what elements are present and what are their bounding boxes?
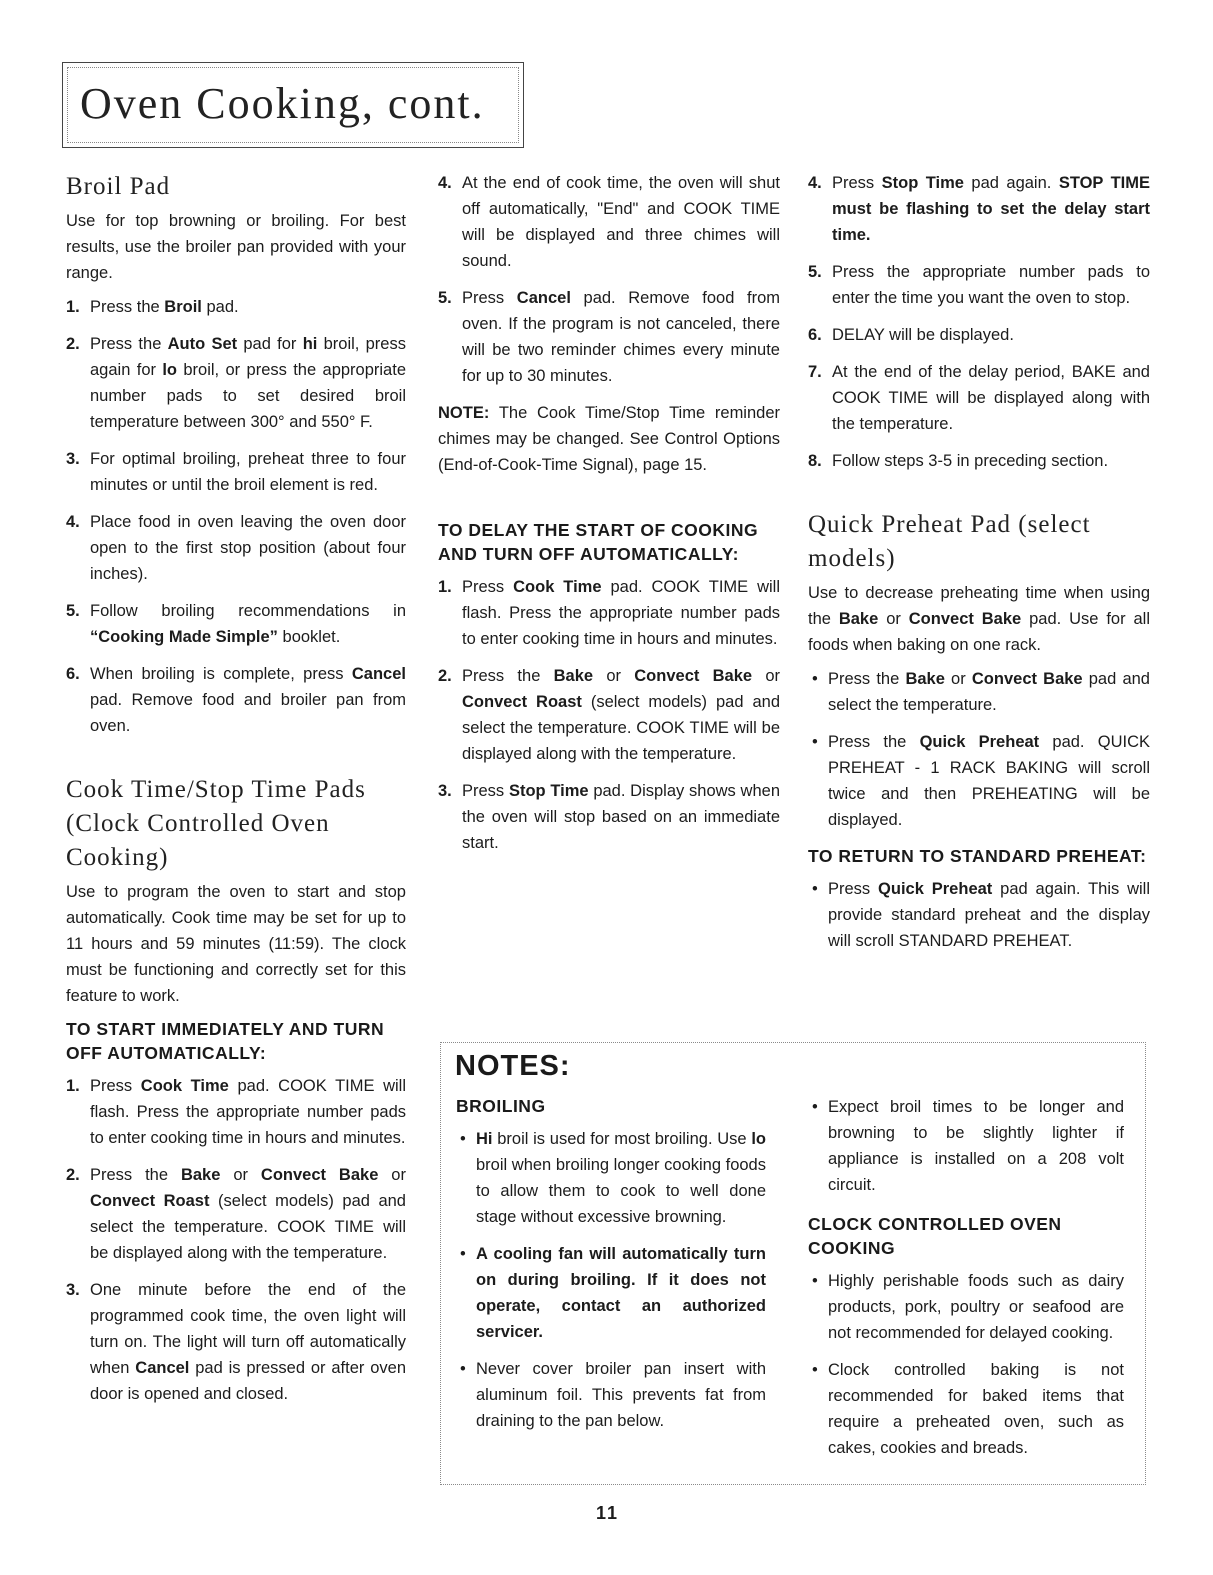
step-item — [808, 448, 1150, 474]
body-text: Press the — [90, 298, 165, 316]
bold-text: Convect Bake — [260, 1166, 379, 1184]
bold-text: A cooling fan will automatically turn on during broiling. If it does not operate, contact an authorized servicer. — [476, 1245, 766, 1341]
step-number: 5. — [66, 602, 80, 620]
body-text: pad. Display shows when the oven will stop based on an immediate start. — [462, 782, 780, 852]
step-item — [66, 1073, 406, 1151]
step-number: 3. — [66, 1281, 80, 1299]
step-number: 2. — [438, 667, 452, 685]
step-item — [66, 446, 406, 498]
notes-title: NOTES: — [455, 1050, 571, 1082]
return-standard-bullets — [808, 876, 1150, 954]
delay-start-steps — [438, 574, 780, 856]
step-item — [808, 359, 1150, 437]
bold-text: Bake — [905, 670, 945, 688]
body-text: Press the — [828, 733, 920, 751]
body-text: pad. Remove food and broiler pan from oven. — [90, 691, 406, 735]
bold-text: Quick Preheat — [878, 880, 993, 898]
return-standard-heading: TO RETURN TO STANDARD PREHEAT: — [808, 846, 1147, 866]
body-text: or — [944, 670, 972, 688]
bold-text: Cook Time — [513, 578, 602, 596]
bold-text: “Cooking Made Simple” — [90, 628, 278, 646]
body-text: pad again. This will provide standard preheat and the display will scroll STANDARD PREHEAT. — [828, 880, 1151, 950]
step-number: 1. — [66, 298, 80, 316]
bold-text: Cancel — [516, 289, 571, 307]
body-text: Never cover broiler pan insert with aluminum foil. This prevents fat from draining to the pan below. — [476, 1360, 766, 1430]
body-text: Press the — [90, 335, 168, 353]
quick-preheat-heading: Quick Preheat Pad (select models) — [808, 511, 1091, 572]
body-text: Highly perishable foods such as dairy products, pork, poultry or seafood are not recommended for delayed cooking. — [828, 1272, 1124, 1342]
body-text: (select models) pad and select the temperature. COOK TIME will be displayed along with the temperature. — [90, 1192, 406, 1262]
page-title: Oven Cooking, cont. — [80, 79, 485, 128]
quick-preheat-intro — [808, 580, 1150, 658]
body-text: Press the appropriate number pads to enter the time you want the oven to stop. — [832, 263, 1150, 307]
bold-text: Convect Roast — [90, 1192, 210, 1210]
body-text: One minute before the end of the programmed cook time, the oven light will turn on. The light will turn off automatically when — [90, 1281, 406, 1377]
body-text: pad. QUICK PREHEAT - 1 RACK BAKING will scroll twice and then PREHEATING will be displayed. — [828, 733, 1150, 829]
cook-time-heading: Cook Time/Stop Time Pads (Clock Controlled Oven Cooking) — [66, 776, 366, 871]
step-number: 6. — [66, 665, 80, 683]
body-text: pad and select the temperature. — [828, 670, 1150, 714]
bullet-icon: • — [812, 880, 818, 898]
step-item — [66, 331, 406, 435]
body-text: or — [220, 1166, 261, 1184]
bullet-icon: • — [812, 1361, 818, 1379]
bold-text: Cancel — [135, 1359, 190, 1377]
body-text: Press — [832, 174, 882, 192]
body-text: broil is used for most broiling. Use — [492, 1130, 752, 1148]
step-item — [66, 661, 406, 739]
bullet-item — [808, 729, 1150, 833]
bold-text: Convect Bake — [634, 667, 753, 685]
body-text: or — [752, 667, 780, 685]
body-text: Press — [90, 1077, 141, 1095]
step-item — [438, 170, 780, 274]
body-text: pad. COOK TIME will flash. Press the appropriate number pads to enter cooking time in hours and minutes. — [90, 1077, 407, 1147]
delay-start-steps-continued — [808, 170, 1150, 474]
body-text: DELAY will be displayed. — [832, 326, 1014, 344]
step-item — [66, 1162, 406, 1266]
bold-text: Broil — [164, 298, 202, 316]
column-3 — [808, 170, 1150, 965]
body-text: pad again. — [963, 174, 1059, 192]
body-text: Clock controlled baking is not recommended for baked items that require a preheated oven, such as cakes, cookies and breads. — [828, 1361, 1124, 1457]
bullet-icon: • — [460, 1245, 466, 1263]
bold-text: Stop Time — [881, 174, 964, 192]
start-immediately-heading: TO START IMMEDIATELY AND TURN OFF AUTOMATICALLY: — [66, 1019, 385, 1063]
bullet-icon: • — [460, 1130, 466, 1148]
step-number: 2. — [66, 1166, 80, 1184]
body-text: Press — [828, 880, 879, 898]
body-text: pad. Use for all foods when baking on one rack. — [808, 610, 1150, 654]
step-number: 1. — [66, 1077, 80, 1095]
cook-time-steps-continued — [438, 170, 780, 389]
notes-clock-heading: CLOCK CONTROLLED OVEN COOKING — [808, 1214, 1062, 1258]
body-text: Press the — [828, 670, 906, 688]
step-item — [438, 778, 780, 856]
delay-start-heading: TO DELAY THE START OF COOKING AND TURN OFF AUTOMATICALLY: — [438, 520, 759, 564]
bold-text: Auto Set — [167, 335, 238, 353]
bullet-icon: • — [812, 1272, 818, 1290]
bullet-item — [808, 1094, 1124, 1198]
body-text: pad for — [237, 335, 303, 353]
body-text: pad. Remove food from oven. If the program is not canceled, there will be two reminder chimes every minute for up to 30 minutes. — [462, 289, 780, 385]
cook-time-intro: Use to program the oven to start and stop automatically. Cook time may be set for up to 11 hours and 59 minutes (11:59). The clock must be functioning and correctly set for this feature to work. — [66, 883, 406, 1005]
step-item — [66, 509, 406, 587]
step-item — [66, 1277, 406, 1407]
step-number: 5. — [438, 289, 452, 307]
step-number: 1. — [438, 578, 452, 596]
bullet-item — [456, 1356, 766, 1434]
body-text: Press the — [462, 667, 554, 685]
bold-text: Bake — [838, 610, 879, 628]
step-number: 6. — [808, 326, 822, 344]
body-text: or — [593, 667, 635, 685]
body-text: Press — [462, 289, 517, 307]
bold-text: Convect Bake — [971, 670, 1083, 688]
notes-broiling — [456, 1094, 766, 1445]
quick-preheat-bullets — [808, 666, 1150, 833]
bullet-icon: • — [812, 670, 818, 688]
bold-text: Quick Preheat — [919, 733, 1040, 751]
bold-text: Stop Time — [508, 782, 589, 800]
notes-broiling-bullets — [456, 1126, 766, 1434]
body-text: Follow steps 3-5 in preceding section. — [832, 452, 1109, 470]
bold-text: Convect Roast — [462, 693, 582, 711]
broil-steps — [66, 294, 406, 739]
body-text: broil, or press the appropriate number pads to set desired broil temperature between 300° and 550° F. — [90, 361, 406, 431]
page-number: 11 — [596, 1503, 620, 1523]
broil-intro: Use for top browning or broiling. For best results, use the broiler pan provided with your range. — [66, 212, 406, 282]
step-number: 7. — [808, 363, 822, 381]
bold-text: Cook Time — [140, 1077, 229, 1095]
body-text: Follow broiling recommendations in — [90, 602, 406, 620]
step-number: 3. — [438, 782, 452, 800]
bold-text: hi — [302, 335, 318, 353]
bold-text: Bake — [180, 1166, 221, 1184]
broil-pad-heading: Broil Pad — [66, 173, 171, 200]
note-paragraph — [438, 400, 780, 478]
step-item — [808, 259, 1150, 311]
body-text: or — [878, 610, 909, 628]
bullet-icon: • — [812, 733, 818, 751]
body-text: Place food in oven leaving the oven door open to the first stop position (about four inches). — [90, 513, 406, 583]
body-text: or — [378, 1166, 406, 1184]
bullet-item — [456, 1241, 766, 1345]
column-2 — [438, 170, 780, 867]
step-number: 3. — [66, 450, 80, 468]
bold-text: STOP TIME must be flashing to set the delay start time. — [832, 174, 1151, 244]
notes-clock — [808, 1094, 1124, 1472]
body-text: Use to decrease preheating time when using the — [808, 584, 1150, 628]
step-item — [808, 322, 1150, 348]
step-number: 5. — [808, 263, 822, 281]
step-number: 2. — [66, 335, 80, 353]
body-text: Press the — [90, 1166, 181, 1184]
notes-broil-time-bullets — [808, 1094, 1124, 1198]
notes-clock-bullets — [808, 1268, 1124, 1461]
bullet-item — [808, 876, 1150, 954]
step-number: 8. — [808, 452, 822, 470]
note-text: The Cook Time/Stop Time reminder chimes may be changed. See Control Options (End-of-Cook-Time Signal), page 15. — [438, 404, 780, 474]
bold-text: Cancel — [351, 665, 406, 683]
step-item — [438, 574, 780, 652]
bold-text: lo — [162, 361, 178, 379]
step-number: 4. — [438, 174, 452, 192]
body-text: Press — [462, 782, 509, 800]
body-text: broil, press again for — [90, 335, 406, 379]
column-1 — [66, 170, 406, 1418]
note-label: NOTE: — [438, 404, 490, 422]
bold-text: Convect Bake — [908, 610, 1022, 628]
step-item — [438, 285, 780, 389]
body-text: pad. COOK TIME will flash. Press the appropriate number pads to enter cooking time in hours and minutes. — [462, 578, 781, 648]
bullet-icon: • — [812, 1098, 818, 1116]
step-number: 4. — [66, 513, 80, 531]
bold-text: Hi — [476, 1130, 493, 1148]
body-text: Press — [462, 578, 514, 596]
body-text: pad. — [201, 298, 239, 316]
body-text: At the end of cook time, the oven will shut off automatically, "End" and COOK TIME will be displayed and three chimes will sound. — [462, 174, 780, 270]
notes-broiling-heading: BROILING — [456, 1096, 546, 1116]
body-text: pad is pressed or after oven door is opened and closed. — [90, 1359, 406, 1403]
body-text: broil when broiling longer cooking foods to allow them to cook to well done stage without excessive browning. — [476, 1156, 766, 1226]
step-item — [66, 598, 406, 650]
bullet-item — [808, 1268, 1124, 1346]
bold-text: lo — [751, 1130, 766, 1148]
start-immediately-steps — [66, 1073, 406, 1407]
bullet-item — [808, 1357, 1124, 1461]
bullet-icon: • — [460, 1360, 466, 1378]
body-text: For optimal broiling, preheat three to four minutes or until the broil element is red. — [90, 450, 406, 494]
body-text: (select models) pad and select the temperature. COOK TIME will be displayed along with the temperature. — [462, 693, 780, 763]
step-number: 4. — [808, 174, 822, 192]
bullet-item — [456, 1126, 766, 1230]
step-item — [438, 663, 780, 767]
body-text: Expect broil times to be longer and browning to be slightly lighter if appliance is installed on a 208 volt circuit. — [828, 1098, 1124, 1194]
body-text: At the end of the delay period, BAKE and COOK TIME will be displayed along with the temperature. — [832, 363, 1150, 433]
step-item — [808, 170, 1150, 248]
bold-text: Bake — [553, 667, 594, 685]
bullet-item — [808, 666, 1150, 718]
body-text: booklet. — [277, 628, 341, 646]
step-item — [66, 294, 406, 320]
body-text: When broiling is complete, press — [90, 665, 352, 683]
